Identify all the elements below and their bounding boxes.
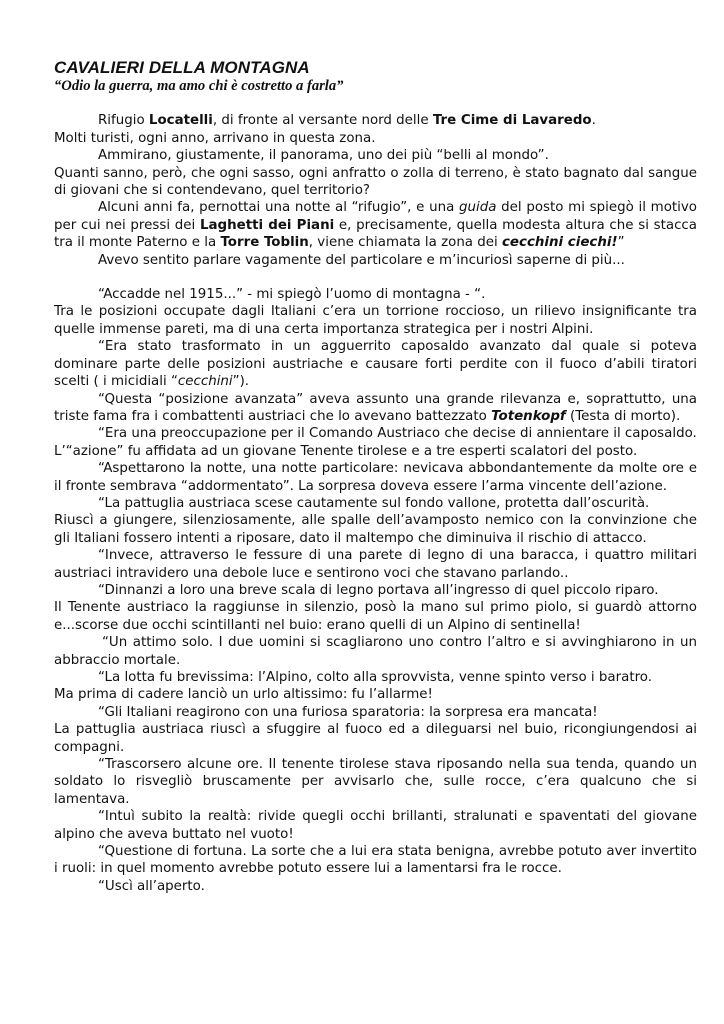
document-subtitle: “Odio la guerra, ma amo chi è costretto a farla” xyxy=(54,78,344,94)
paragraph-6: Avevo sentito parlare vagamente del particolare e m’incuriosì saperne di più... xyxy=(98,252,625,268)
paragraph-24: “Trascorsero alcune ore. Il tenente tirolese stava riposando nella sua tenda, quando un soldato lo risvegliò bruscamente per avvisarlo che, sulle rocce, c’era qualcuno che si lamentava. xyxy=(54,757,697,807)
paragraph-19: “Un attimo solo. I due uomini si scagliarono uno contro l’altro e si avvinghiarono in un abbraccio mortale. xyxy=(54,635,697,668)
paragraph-18: Il Tenente austriaco la raggiunse in silenzio, posò la mano sul primo piolo, si guardò attorno e...scorse due occhi scintillanti nel buio: erano quelli di un Alpino di sentinella! xyxy=(54,600,697,633)
paragraph-20: “La lotta fu brevissima: l’Alpino, colto alla sprovvista, venne spinto verso i baratro. xyxy=(98,670,652,685)
paragraph-7: “Accadde nel 1915...” - mi spiegò l’uomo di montagna - “. xyxy=(98,287,486,303)
paragraph-8: Tra le posizioni occupate dagli Italiani c’era un torrione roccioso, un rilievo insignificante tra quelle immense pareti, ma di una certa importanza strategica per i nostri Alpini. xyxy=(54,304,697,337)
paragraph-5: Alcuni anni fa, pernottai una notte al “rifugio”, e una guida del posto mi spiegò il motivo per cui nei pressi dei Laghetti dei Piani e, precisamente, quella modesta altura che si stacca tra il monte Paterno e la Torre Toblin, viene chiamata la zona dei cecchini ciechi!” xyxy=(54,200,698,251)
paragraph-16: “Invece, attraverso le fessure di una parete di legno di una baracca, i quattro militari austriaci intravidero una debole luce e sentirono voci che stavano parlando.. xyxy=(54,548,697,581)
paragraph-11: “Era una preoccupazione per il Comando Austriaco che decise di annientare il caposaldo. xyxy=(98,426,697,442)
paragraph-13: “Aspettarono la notte, una notte particolare: nevicava abbondantemente da molte ore e il fronte sembrava “addormentato”. La sorpresa doveva essere l’arma vincente dell’azione. xyxy=(54,461,697,494)
paragraph-10: “Questa “posizione avanzata” aveva assunto una grande rilevanza e, soprattutto, una triste fama fra i combattenti austriaci che lo avevano battezzato Totenkopf (Testa di morto). xyxy=(54,391,697,424)
paragraph-4: Quanti sanno, però, che ogni sasso, ogni anfratto o zolla di terreno, è stato bagnato dal sangue di giovani che si contendevano, quel territorio? xyxy=(54,165,697,199)
document-page xyxy=(54,58,697,895)
paragraph-1: Rifugio Locatelli, di fronte al versante nord delle Tre Cime di Lavaredo. xyxy=(98,113,596,129)
paragraph-17: “Dinnanzi a loro una breve scala di legno portava all’ingresso di quel piccolo riparo. xyxy=(98,582,659,598)
paragraph-9: “Era stato trasformato in un agguerrito caposaldo avanzato dal quale si poteva dominare parte delle posizioni austriache e causare forti perdite con il fuoco d’abili tiratori scelti ( i micidiali “cecchini”). xyxy=(54,339,697,390)
paragraph-12: L’“azione” fu affidata ad un giovane Tenente tirolese e a tre esperti scalatori del posto. xyxy=(54,443,638,459)
paragraph-14: “La pattuglia austriaca scese cautamente sul fondo vallone, protetta dall’oscurità. xyxy=(98,495,650,511)
paragraph-23: La pattuglia austriaca riuscì a sfuggire al fuoco ed a dileguarsi nel buio, ricongiungendosi ai compagni. xyxy=(54,722,697,755)
paragraph-2: Molti turisti, ogni anno, arrivano in questa zona. xyxy=(54,130,376,146)
paragraph-26: “Questione di fortuna. La sorte che a lui era stata benigna, avrebbe potuto aver invertito i ruoli: in quel momento avrebbe potuto essere lui a lamentarsi fra le rocce. xyxy=(54,844,697,877)
paragraph-15: Riuscì a giungere, silenziosamente, alle spalle dell’avamposto nemico con la convinzione che gli Italiani fossero intenti a riposare, dato il maltempo che diminuiva il rischio di attacco. xyxy=(54,513,697,546)
paragraph-22: “Gli Italiani reagirono con una furiosa sparatoria: la sorpresa era mancata! xyxy=(98,704,598,720)
paragraph-21: Ma prima di cadere lanciò un urlo altissimo: fu l’allarme! xyxy=(54,687,433,703)
document-title: CAVALIERI DELLA MONTAGNA xyxy=(54,58,310,77)
paragraph-3: Ammirano, giustamente, il panorama, uno dei più “belli al mondo”. xyxy=(98,148,549,164)
paragraph-25: “Intuì subito la realtà: rivide quegli occhi brillanti, stralunati e spaventati del giovane alpino che aveva buttato nel vuoto! xyxy=(54,809,697,842)
paragraph-27: “Uscì all’aperto. xyxy=(98,878,205,894)
